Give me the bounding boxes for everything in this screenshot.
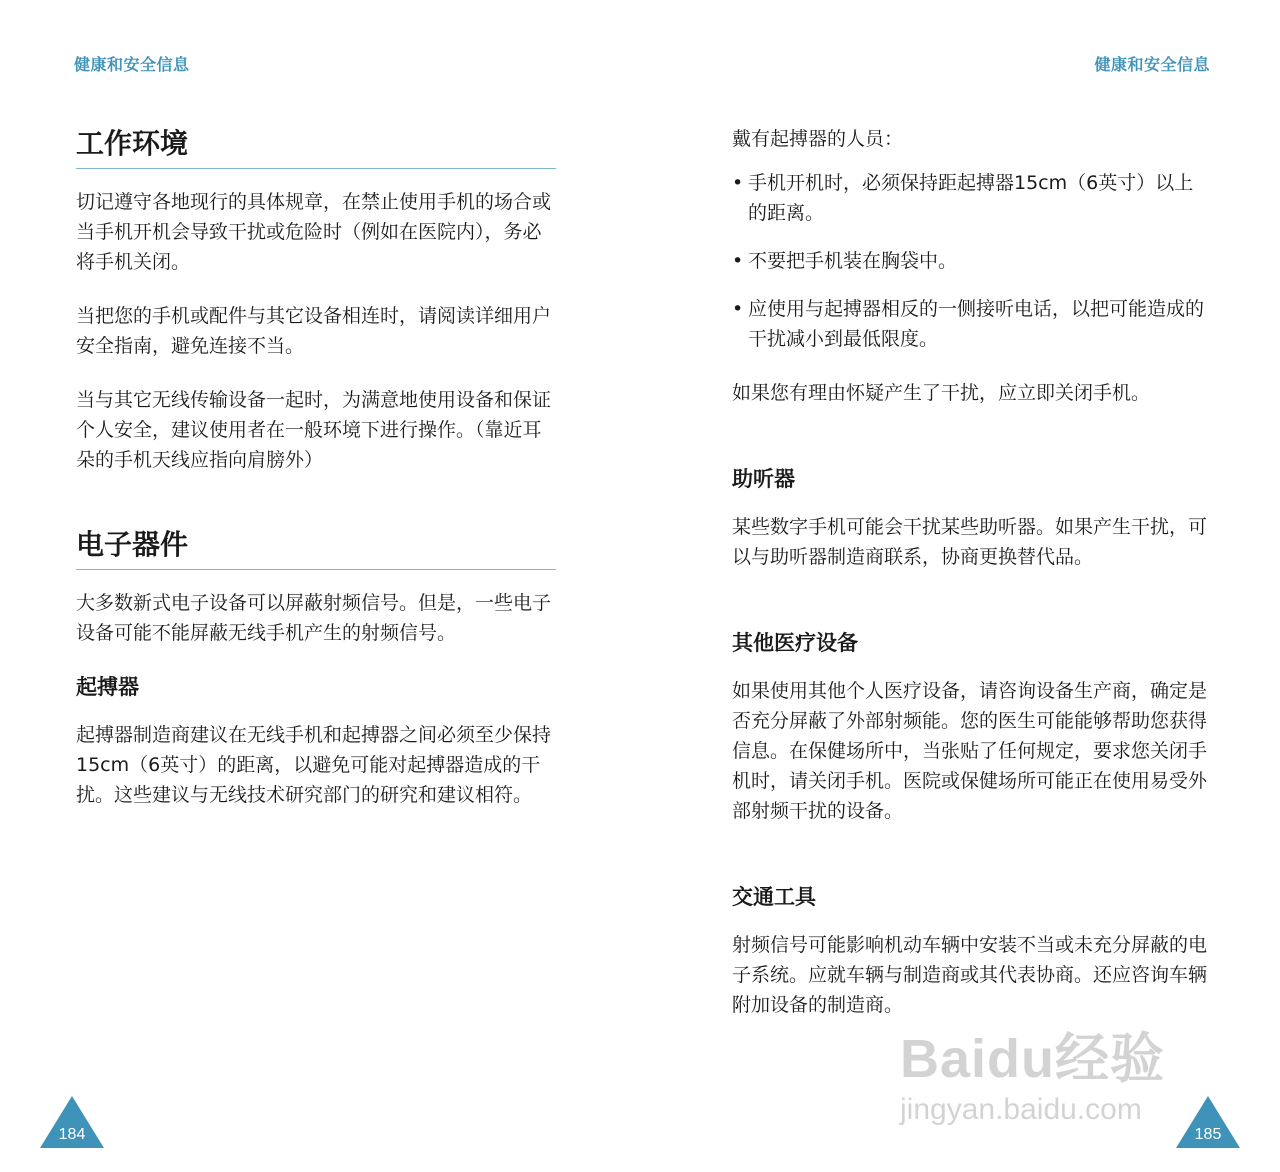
paragraph: 如果使用其他个人医疗设备，请咨询设备生产商，确定是否充分屏蔽了外部射频能。您的医生可能能够帮助您获得信息。在保健场所中，当张贴了任何规定，要求您关闭手机时，请关闭手机。医院或保健场所可能正在使用易受外部射频干扰的设备。 [732,680,1208,822]
page-number: 184 [58,1126,86,1143]
bullet-text: 不要把手机装在胸袋中。 [748,250,958,272]
paragraph: 起搏器制造商建议在无线手机和起搏器之间必须至少保持15cm（6英寸）的距离，以避免可能对起搏器造成的干扰。这些建议与无线技术研究部门的研究和建议相符。 [76,724,552,806]
section-title: 电子器件 [76,525,556,570]
watermark [900,1016,1230,1126]
subsection-title-pacemaker: 起搏器 [76,675,139,699]
watermark-main: Baidu经验 [900,1029,1166,1089]
page-number-badge [40,1096,104,1148]
bullet-item [732,246,1212,276]
section-vehicles [732,882,1212,1020]
page-number: 185 [1194,1126,1222,1143]
bullet-icon: • [732,172,744,194]
paragraph: 当与其它无线传输设备一起时，为满意地使用设备和保证个人安全，建议使用者在一般环境下进行操作。（靠近耳朵的手机天线应指向肩膀外） [76,389,552,471]
section-work-environment [76,124,556,475]
left-content [76,124,556,834]
running-header-right: 健康和安全信息 [1094,55,1210,74]
subsection-title: 交通工具 [732,885,816,909]
section-other-medical [732,628,1212,826]
bullet-icon: • [732,250,744,272]
section-electronic-devices [76,525,556,810]
bullet-text: 手机开机时，必须保持距起搏器15cm（6英寸）以上的距离。 [748,172,1194,224]
bullet-item [732,168,1212,228]
right-content [732,124,1212,1044]
bullet-item [732,294,1212,354]
paragraph: 当把您的手机或配件与其它设备相连时，请阅读详细用户安全指南，避免连接不当。 [76,305,552,357]
running-header-left: 健康和安全信息 [74,55,190,74]
bullet-text: 应使用与起搏器相反的一侧接听电话，以把可能造成的干扰减小到最低限度。 [748,298,1205,350]
paragraph: 大多数新式电子设备可以屏蔽射频信号。但是，一些电子设备可能不能屏蔽无线手机产生的射频信号。 [76,592,552,644]
paragraph: 某些数字手机可能会干扰某些助听器。如果产生干扰，可以与助听器制造商联系，协商更换替代品。 [732,516,1208,568]
bullet-list [732,168,1212,354]
right-page [640,0,1280,1172]
subsection-title: 助听器 [732,467,795,491]
intro-text: 戴有起搏器的人员： [732,128,904,150]
paragraph: 切记遵守各地现行的具体规章，在禁止使用手机的场合或当手机开机会导致干扰或危险时（例如在医院内），务必将手机关闭。 [76,191,552,273]
subsection-title: 其他医疗设备 [732,631,858,655]
section-hearing-aid [732,464,1212,572]
bullet-icon: • [732,298,744,320]
paragraph: 射频信号可能影响机动车辆中安装不当或未充分屏蔽的电子系统。应就车辆与制造商或其代表协商。还应咨询车辆附加设备的制造商。 [732,934,1208,1016]
section-title: 工作环境 [76,124,556,169]
paragraph: 如果您有理由怀疑产生了干扰，应立即关闭手机。 [732,382,1151,404]
watermark-url: jingyan.baidu.com [900,1093,1142,1126]
